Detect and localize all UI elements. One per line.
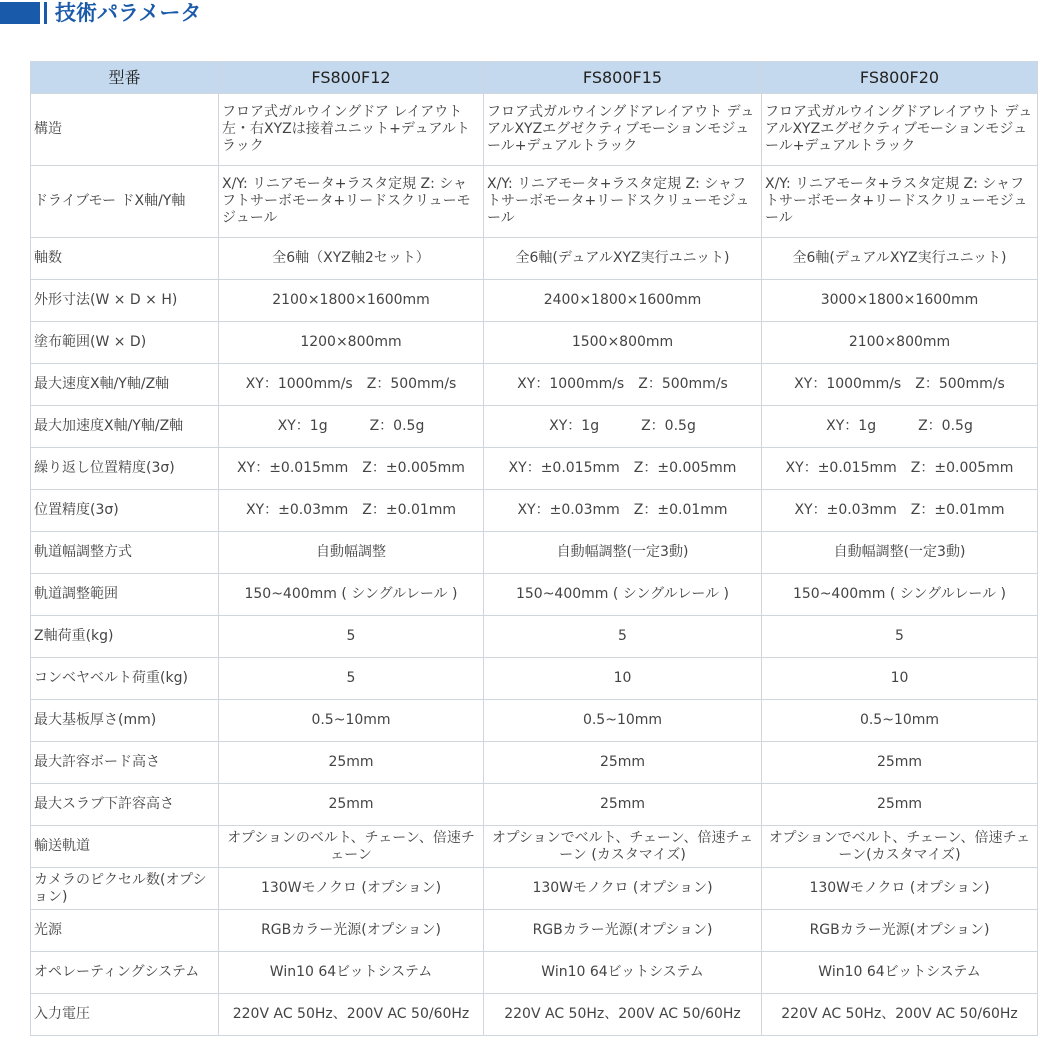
row-value-model-1: XY：1000mm/s Z：500mm/s [219,364,484,406]
row-value-model-2: 10 [484,658,762,700]
row-value-model-3: XY：1g Z：0.5g [762,406,1038,448]
table-row [31,994,1038,1036]
section-header [0,0,201,26]
row-value-model-2: オプションでベルト、チェーン、倍速チェーン (カスタマイズ) [484,826,762,868]
row-value-model-3: RGBカラー光源(オプション) [762,910,1038,952]
header-model-1: FS800F12 [219,62,484,94]
row-label: Z軸荷重(kg) [31,616,219,658]
title-accent-line [44,2,47,24]
row-value-model-1: 25mm [219,784,484,826]
row-value-model-3: XY：±0.015mm Z：±0.005mm [762,448,1038,490]
row-value-model-2: フロア式ガルウイングドアレイアウト デュアルXYZエグゼクティブモーションモジュール+デュアルトラック [484,94,762,166]
row-label: 最大加速度X軸/Y軸/Z軸 [31,406,219,448]
row-value-model-2: 220V AC 50Hz、200V AC 50/60Hz [484,994,762,1036]
row-value-model-2: RGBカラー光源(オプション) [484,910,762,952]
row-label: ドライブモー ドX軸/Y軸 [31,166,219,238]
row-value-model-2: 130Wモノクロ (オプション) [484,868,762,910]
row-value-model-2: 150~400mm ( シングルレール ) [484,574,762,616]
row-value-model-1: オプションのベルト、チェーン、倍速チェーン [219,826,484,868]
row-value-model-3: 3000×1800×1600mm [762,280,1038,322]
row-label: 最大基板厚さ(mm) [31,700,219,742]
row-value-model-3: XY：1000mm/s Z：500mm/s [762,364,1038,406]
table-row [31,826,1038,868]
spec-table [30,61,1038,1036]
row-label: オペレーティングシステム [31,952,219,994]
row-value-model-1: X/Y: リニアモータ+ラスタ定規 Z: シャフトサーボモータ+リードスクリューモジュール [219,166,484,238]
title-accent-block [0,2,40,24]
row-value-model-1: 150~400mm ( シングルレール ) [219,574,484,616]
row-value-model-3: 220V AC 50Hz、200V AC 50/60Hz [762,994,1038,1036]
row-value-model-2: 25mm [484,742,762,784]
row-value-model-1: 5 [219,616,484,658]
row-value-model-1: XY：±0.03mm Z：±0.01mm [219,490,484,532]
row-value-model-2: 2400×1800×1600mm [484,280,762,322]
row-value-model-3: Win10 64ビットシステム [762,952,1038,994]
row-value-model-3: 130Wモノクロ (オプション) [762,868,1038,910]
header-row [31,62,1038,94]
row-value-model-2: XY：1000mm/s Z：500mm/s [484,364,762,406]
table-row [31,280,1038,322]
table-row [31,532,1038,574]
row-value-model-3: 5 [762,616,1038,658]
row-value-model-1: 5 [219,658,484,700]
row-value-model-1: 25mm [219,742,484,784]
table-row [31,94,1038,166]
row-value-model-1: 220V AC 50Hz、200V AC 50/60Hz [219,994,484,1036]
row-value-model-1: 1200×800mm [219,322,484,364]
table-row [31,700,1038,742]
row-value-model-2: 5 [484,616,762,658]
table-row [31,742,1038,784]
row-label: 構造 [31,94,219,166]
row-label: 塗布範囲(W × D) [31,322,219,364]
row-value-model-3: X/Y: リニアモータ+ラスタ定規 Z: シャフトサーボモータ+リードスクリューモジュール [762,166,1038,238]
table-row [31,616,1038,658]
row-value-model-2: 自動幅調整(一定3動) [484,532,762,574]
row-value-model-2: XY：±0.03mm Z：±0.01mm [484,490,762,532]
row-label: 軸数 [31,238,219,280]
row-value-model-1: XY：±0.015mm Z：±0.005mm [219,448,484,490]
row-value-model-1: 全6軸（XYZ軸2セット） [219,238,484,280]
table-row [31,952,1038,994]
row-value-model-2: 全6軸(デュアルXYZ実行ユニット) [484,238,762,280]
row-label: 最大速度X軸/Y軸/Z軸 [31,364,219,406]
row-value-model-1: Win10 64ビットシステム [219,952,484,994]
header-model-3: FS800F20 [762,62,1038,94]
row-value-model-1: 2100×1800×1600mm [219,280,484,322]
row-value-model-3: 全6軸(デュアルXYZ実行ユニット) [762,238,1038,280]
row-label: 外形寸法(W × D × H) [31,280,219,322]
row-value-model-2: XY：1g Z：0.5g [484,406,762,448]
row-value-model-1: フロア式ガルウイングドア レイアウト 左・右XYZは接着ユニット+デュアルトラック [219,94,484,166]
row-value-model-1: XY：1g Z：0.5g [219,406,484,448]
row-value-model-3: 0.5~10mm [762,700,1038,742]
row-label: 繰り返し位置精度(3σ) [31,448,219,490]
row-label: 入力電圧 [31,994,219,1036]
row-value-model-2: 0.5~10mm [484,700,762,742]
row-value-model-3: 自動幅調整(一定3動) [762,532,1038,574]
row-label: 軌道幅調整方式 [31,532,219,574]
table-row [31,784,1038,826]
table-row [31,448,1038,490]
section-title: 技術パラメータ [55,1,202,25]
row-value-model-1: 自動幅調整 [219,532,484,574]
table-row [31,658,1038,700]
row-value-model-2: 1500×800mm [484,322,762,364]
row-value-model-3: XY：±0.03mm Z：±0.01mm [762,490,1038,532]
row-value-model-2: X/Y: リニアモータ+ラスタ定規 Z: シャフトサーボモータ+リードスクリューモジュール [484,166,762,238]
row-value-model-1: 0.5~10mm [219,700,484,742]
row-label: 位置精度(3σ) [31,490,219,532]
row-label: 最大許容ボード高さ [31,742,219,784]
table-row [31,322,1038,364]
table-row [31,406,1038,448]
row-label: 光源 [31,910,219,952]
row-value-model-3: 25mm [762,742,1038,784]
table-row [31,490,1038,532]
row-value-model-1: RGBカラー光源(オプション) [219,910,484,952]
table-row [31,238,1038,280]
row-label: カメラのピクセル数(オプション) [31,868,219,910]
row-label: 軌道調整範囲 [31,574,219,616]
row-label: 最大スラブ下許容高さ [31,784,219,826]
row-value-model-2: XY：±0.015mm Z：±0.005mm [484,448,762,490]
spec-table-body [31,94,1038,1036]
row-value-model-1: 130Wモノクロ (オプション) [219,868,484,910]
row-value-model-3: フロア式ガルウイングドアレイアウト デュアルXYZエグゼクティブモーションモジュール+デュアルトラック [762,94,1038,166]
row-value-model-2: Win10 64ビットシステム [484,952,762,994]
header-model-2: FS800F15 [484,62,762,94]
row-value-model-3: オプションでベルト、チェーン、倍速チェーン(カスタマイズ) [762,826,1038,868]
row-value-model-2: 25mm [484,784,762,826]
table-row [31,364,1038,406]
row-value-model-3: 10 [762,658,1038,700]
row-value-model-3: 150~400mm ( シングルレール ) [762,574,1038,616]
header-label: 型番 [31,62,219,94]
table-row [31,910,1038,952]
table-row [31,868,1038,910]
row-value-model-3: 2100×800mm [762,322,1038,364]
table-row [31,166,1038,238]
row-label: コンベヤベルト荷重(kg) [31,658,219,700]
row-value-model-3: 25mm [762,784,1038,826]
table-row [31,574,1038,616]
row-label: 輸送軌道 [31,826,219,868]
